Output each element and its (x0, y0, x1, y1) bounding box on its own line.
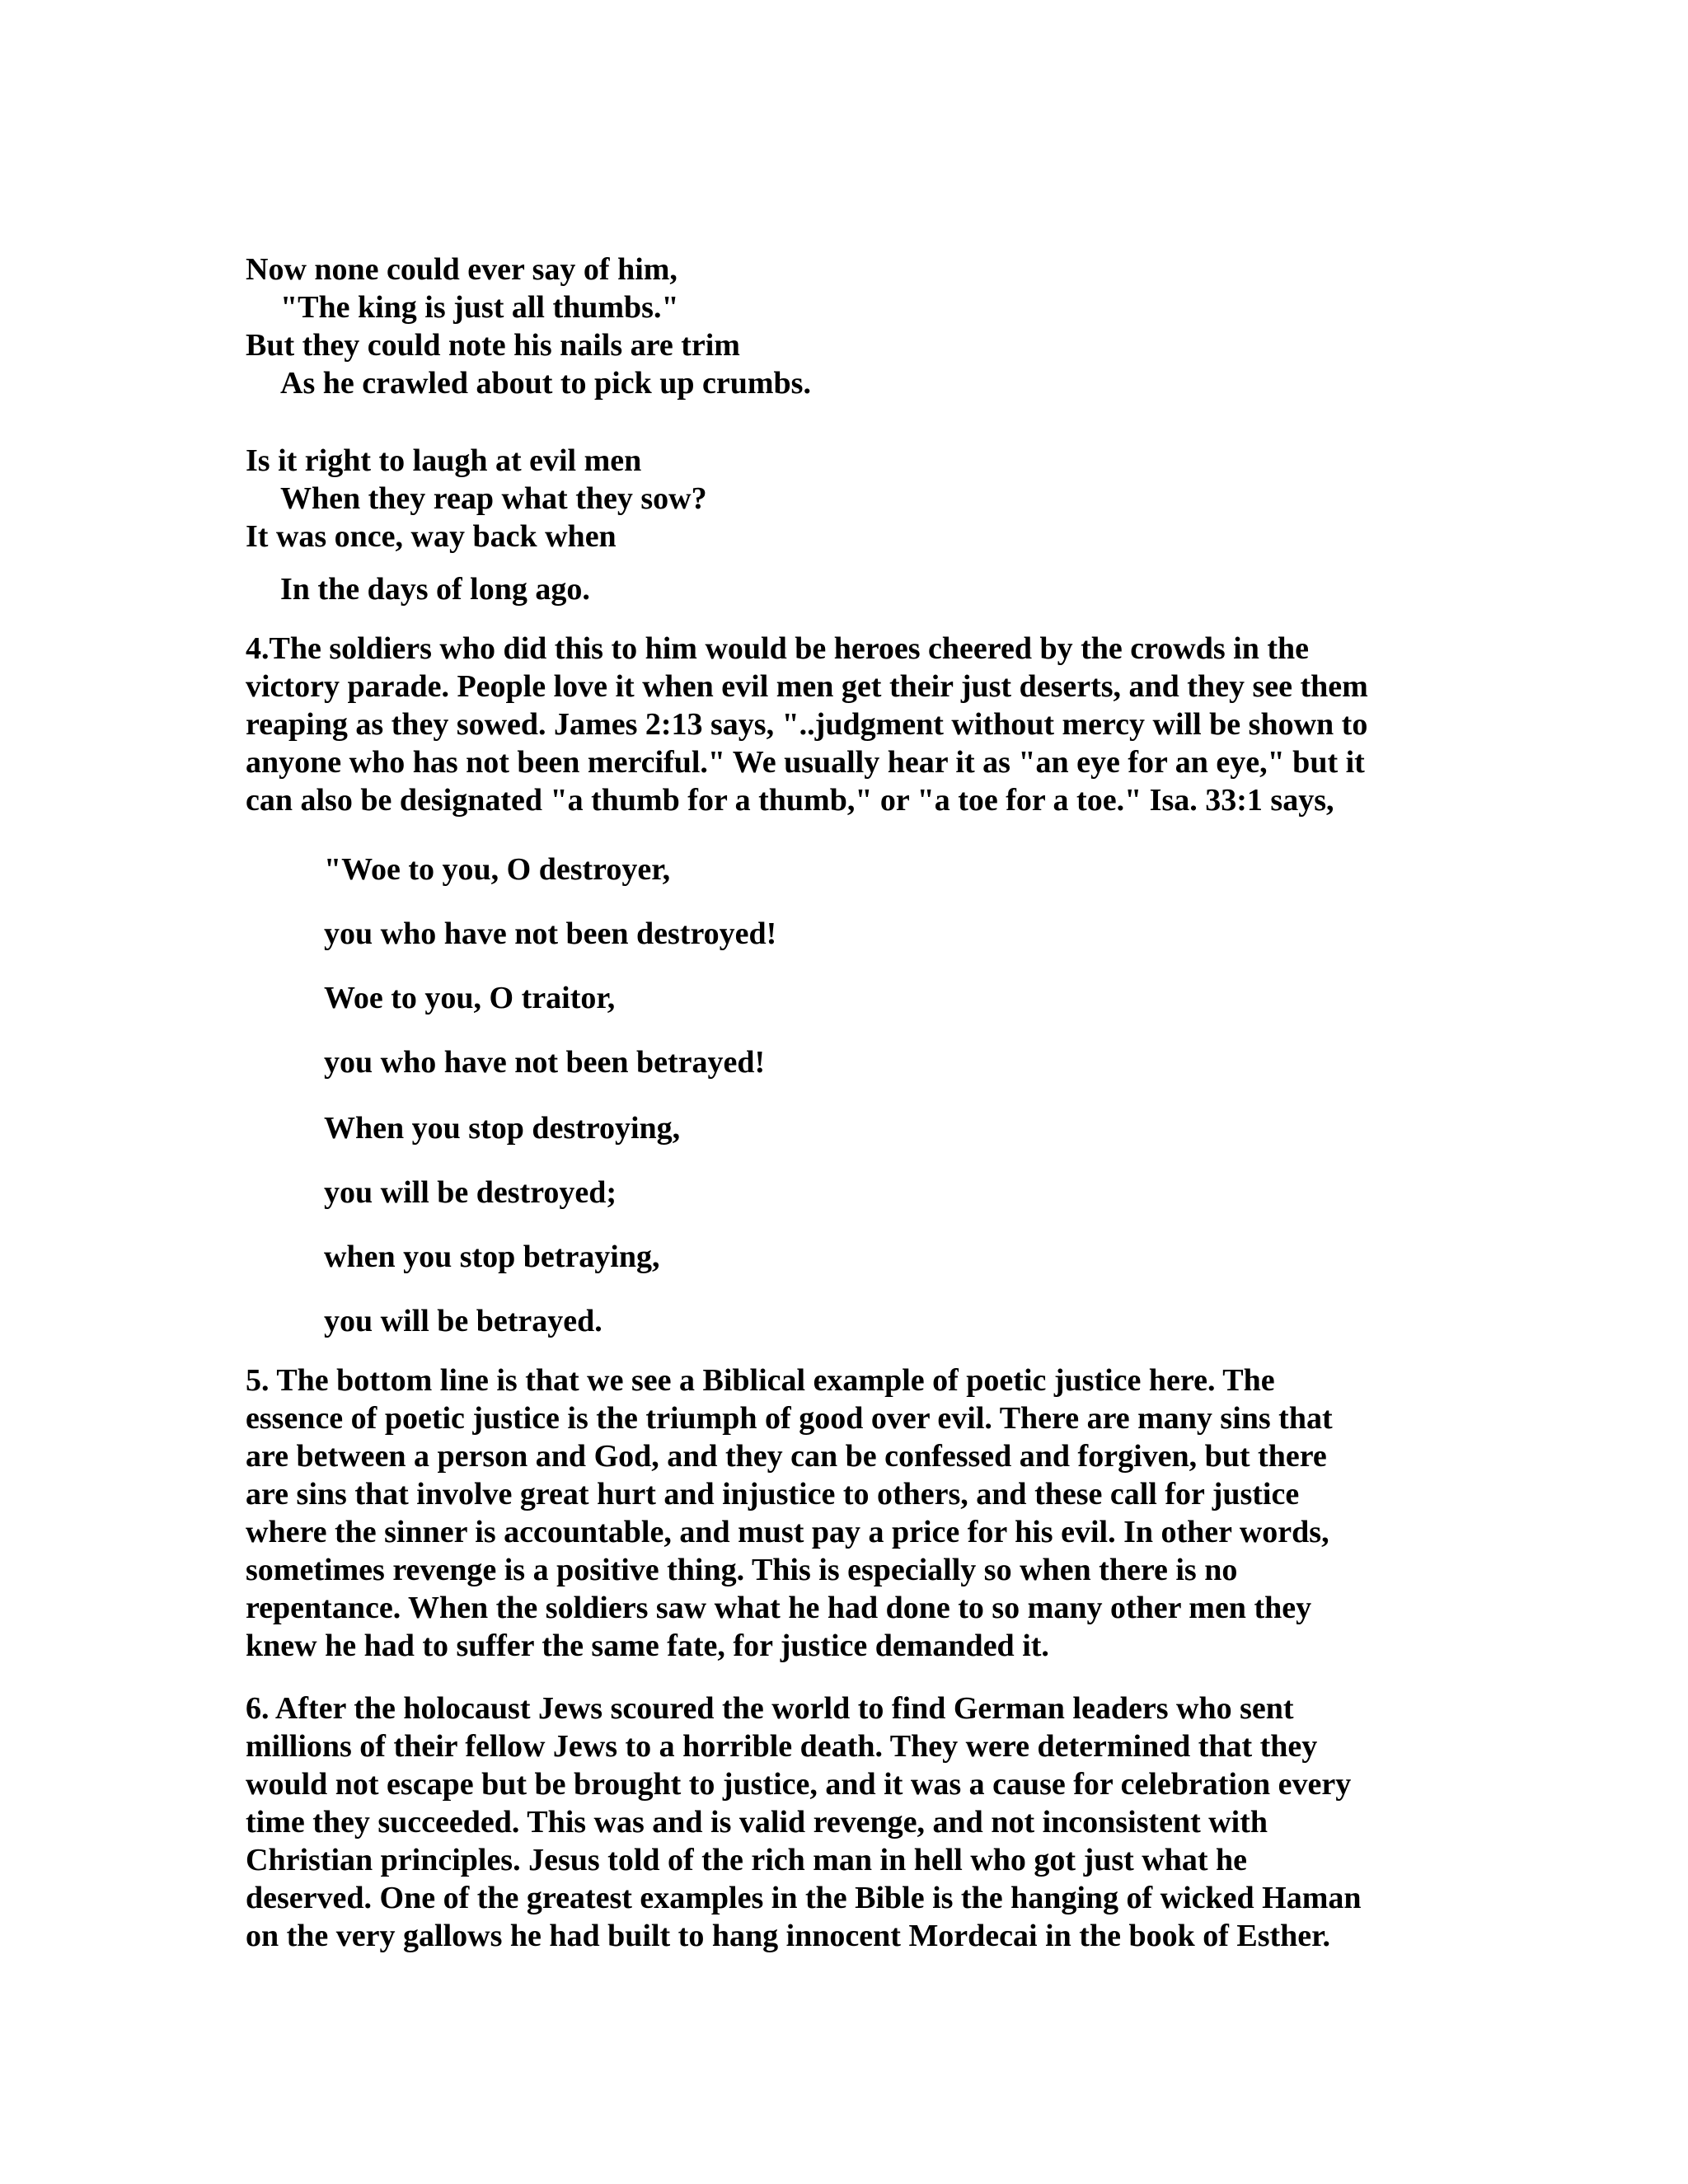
paragraph-line: would not escape but be brought to justice, and it was a cause for celebration every (246, 1767, 1352, 1802)
paragraph-line: where the sinner is accountable, and must pay a price for his evil. In other words, (246, 1515, 1329, 1549)
paragraph-line: 4.The soldiers who did this to him would be heroes cheered by the crowds in the (246, 631, 1309, 666)
poem-line: But they could note his nails are trim (246, 328, 740, 363)
poem-line: Is it right to laugh at evil men (246, 443, 642, 478)
paragraph-line: can also be designated "a thumb for a thumb," or "a toe for a toe." Isa. 33:1 says, (246, 783, 1334, 818)
paragraph-line: are between a person and God, and they can be confessed and forgiven, but there (246, 1439, 1327, 1474)
quote-line: you will be betrayed. (324, 1304, 603, 1338)
paragraph-line: 5. The bottom line is that we see a Biblical example of poetic justice here. The (246, 1363, 1275, 1398)
paragraph-5 (246, 1361, 1449, 1665)
poem-line: When they reap what they sow? (280, 481, 707, 516)
poem-line: It was once, way back when (246, 519, 617, 554)
quote-line: you will be destroyed; (324, 1175, 617, 1210)
poem-line: "The king is just all thumbs." (280, 290, 679, 325)
paragraph-line: victory parade. People love it when evil men get their just deserts, and they see them (246, 669, 1368, 704)
paragraph-line: millions of their fellow Jews to a horrible death. They were determined that they (246, 1729, 1318, 1764)
quote-line: you who have not been betrayed! (324, 1045, 766, 1080)
paragraph-line: repentance. When the soldiers saw what he had done to so many other men they (246, 1591, 1312, 1625)
paragraph-line: sometimes revenge is a positive thing. This is especially so when there is no (246, 1553, 1238, 1587)
quote-line: When you stop destroying, (324, 1111, 681, 1146)
quote-line: you who have not been destroyed! (324, 916, 777, 951)
paragraph-6 (246, 1690, 1449, 1955)
paragraph-line: knew he had to suffer the same fate, for justice demanded it. (246, 1629, 1049, 1663)
paragraph-4 (246, 630, 1449, 819)
poem-line: Now none could ever say of him, (246, 252, 678, 287)
paragraph-line: Christian principles. Jesus told of the rich man in hell who got just what he (246, 1843, 1248, 1877)
paragraph-line: are sins that involve great hurt and injustice to others, and these call for justice (246, 1477, 1300, 1511)
paragraph-line: essence of poetic justice is the triumph of good over evil. There are many sins that (246, 1401, 1333, 1436)
paragraph-line: reaping as they sowed. James 2:13 says, "..judgment without mercy will be shown to (246, 707, 1368, 742)
quote-line: Woe to you, O traitor, (324, 981, 616, 1015)
paragraph-line: on the very gallows he had built to hang innocent Mordecai in the book of Esther. (246, 1919, 1331, 1953)
paragraph-line: 6. After the holocaust Jews scoured the world to find German leaders who sent (246, 1691, 1294, 1726)
quote-line: "Woe to you, O destroyer, (324, 852, 671, 887)
paragraph-line: deserved. One of the greatest examples in the Bible is the hanging of wicked Haman (246, 1881, 1362, 1915)
quote-line: when you stop betraying, (324, 1240, 660, 1274)
poem-line: As he crawled about to pick up crumbs. (280, 366, 811, 401)
paragraph-line: time they succeeded. This was and is valid revenge, and not inconsistent with (246, 1805, 1268, 1840)
poem-line: In the days of long ago. (280, 572, 590, 607)
paragraph-line: anyone who has not been merciful." We usually hear it as "an eye for an eye," but it (246, 745, 1365, 780)
